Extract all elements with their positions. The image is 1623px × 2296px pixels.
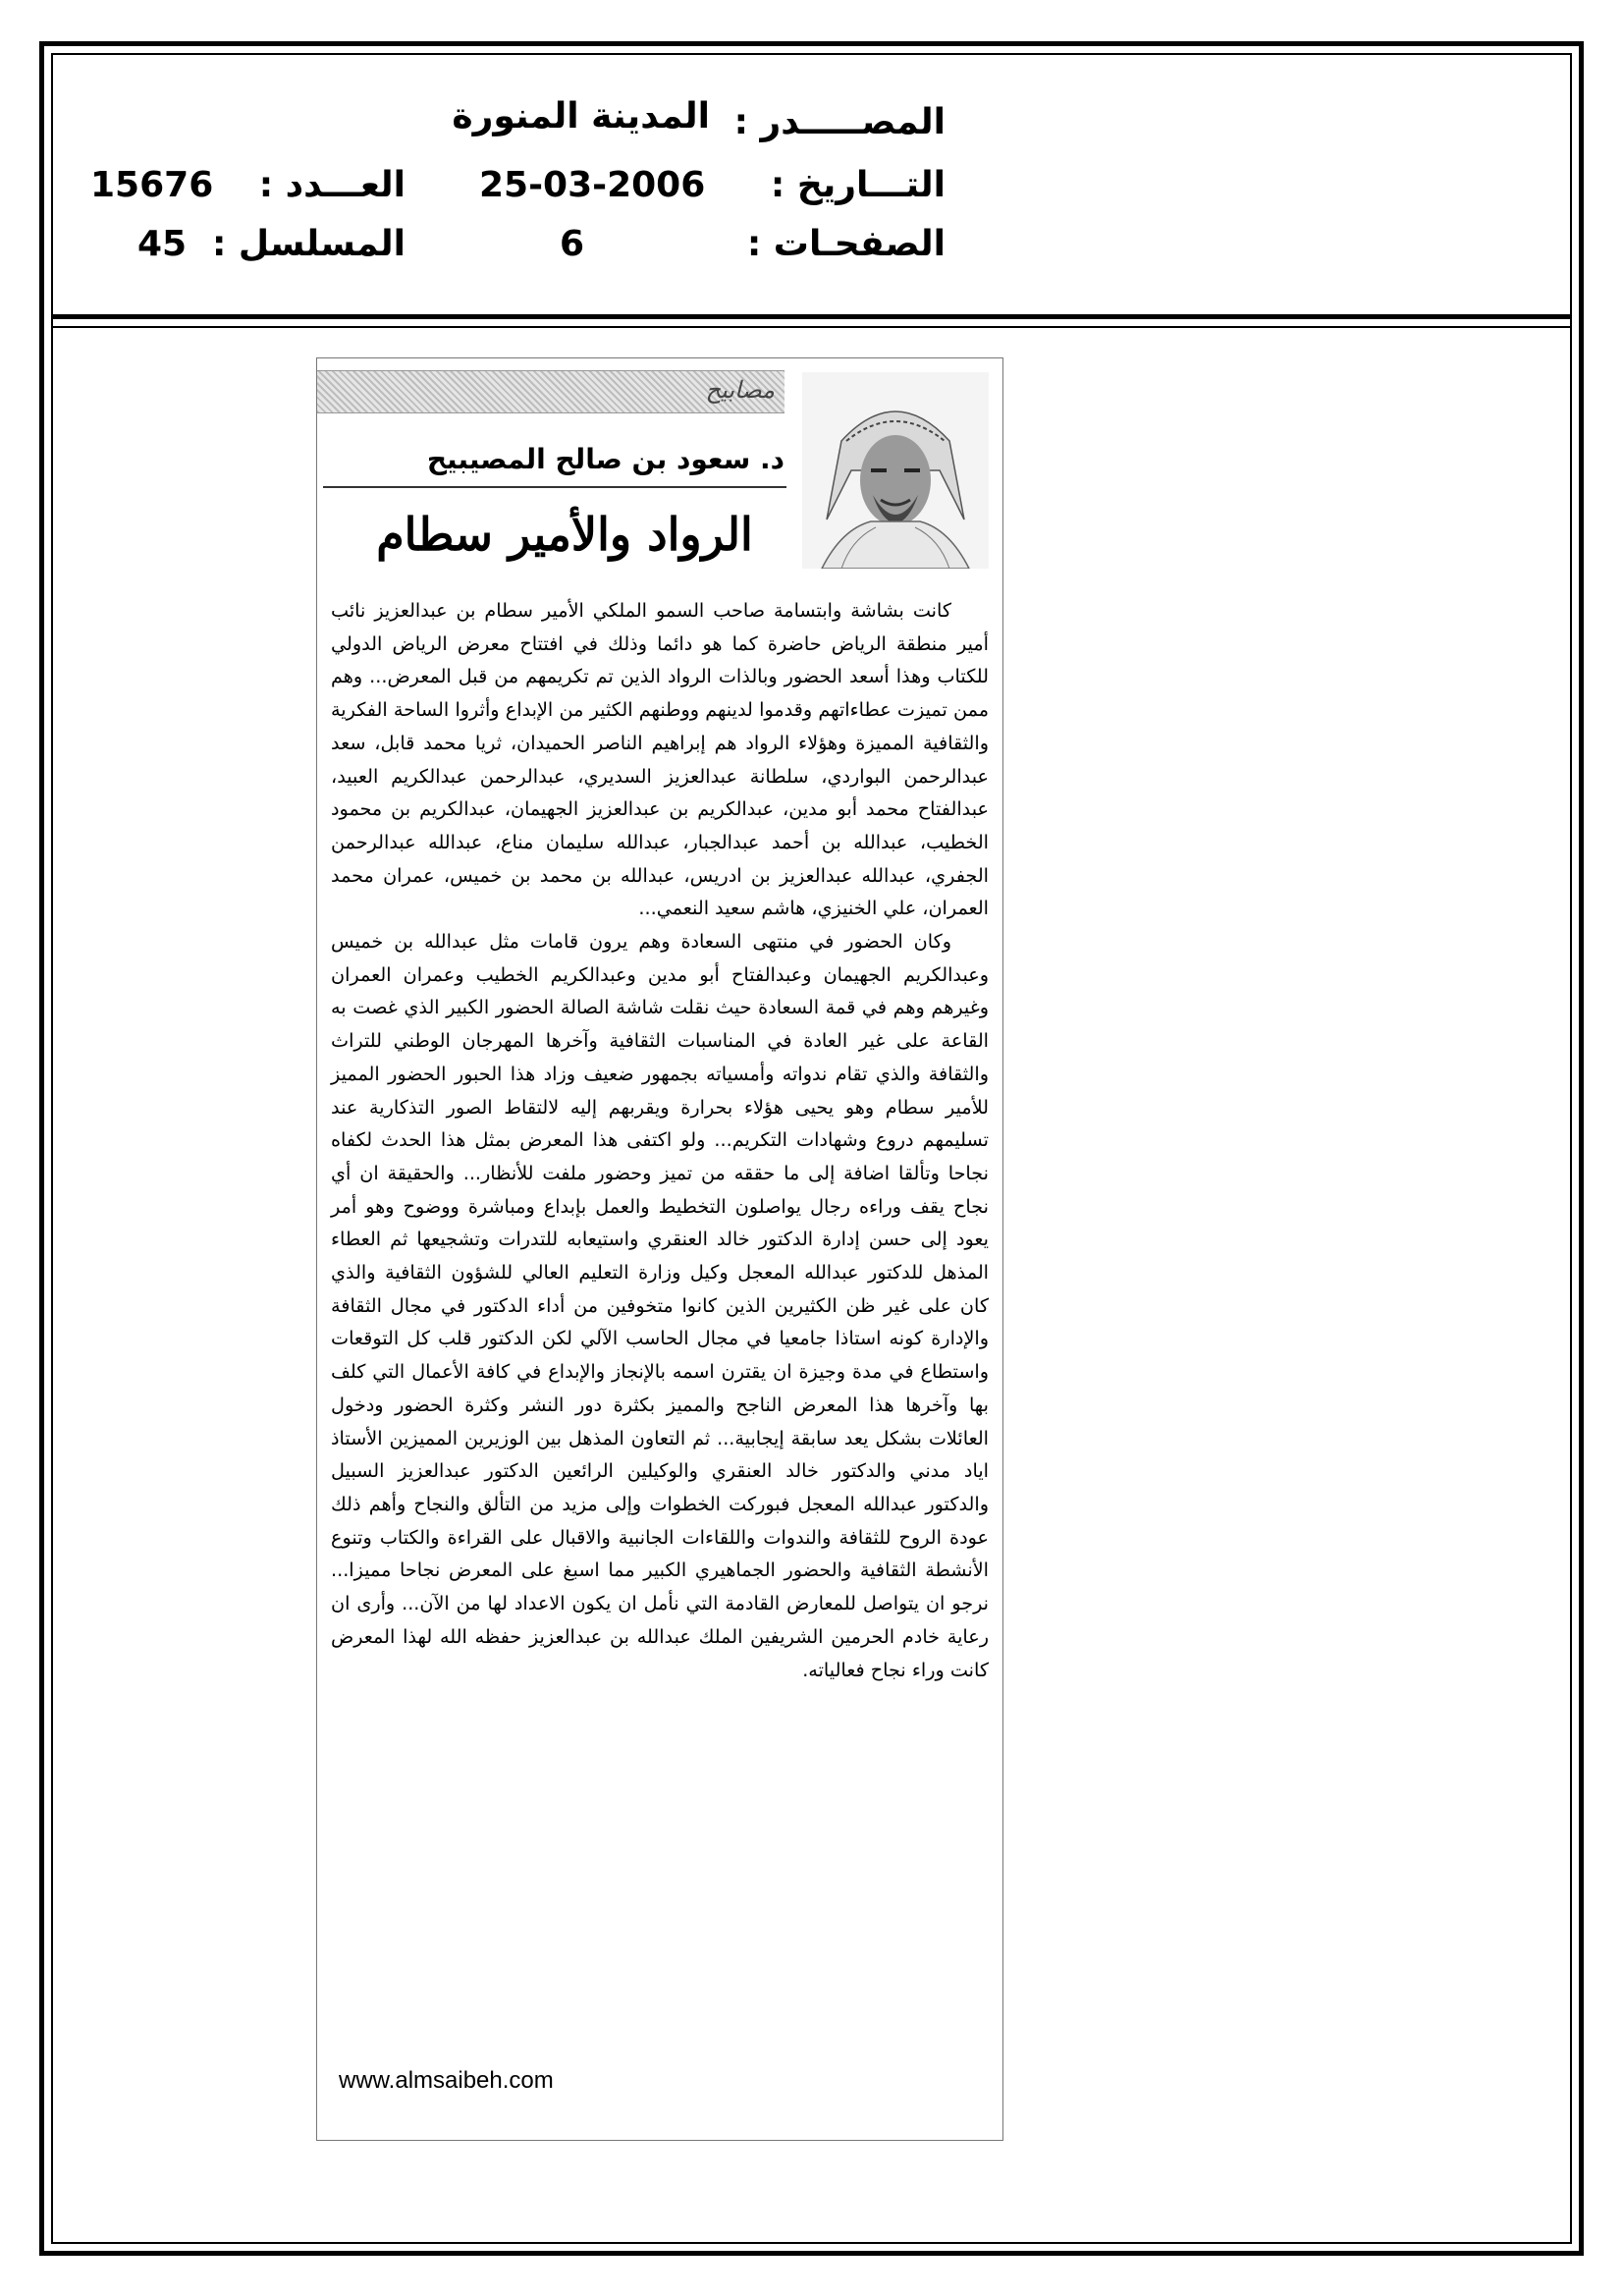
issue-label: العـــدد : <box>258 165 406 205</box>
author-byline: د. سعود بن صالح المصيبيح <box>426 443 784 475</box>
author-website: www.almsaibeh.com <box>339 2067 554 2094</box>
source-label: المصـــــدر : <box>733 102 946 142</box>
author-portrait-image <box>802 372 989 569</box>
issue-value: 15676 <box>90 165 214 205</box>
serial-value: 45 <box>137 224 188 264</box>
byline-rule <box>323 486 786 488</box>
article-body <box>331 594 989 1686</box>
article-paragraph: وكان الحضور في منتهى السعادة وهم يرون قامات مثل عبدالله بن خميس وعبدالكريم الجهيمان وعبدالفتاح أبو مدين وعبدالكريم الخطيب وعمران العمران وغيرهم وهم في قمة السعادة حيث نقلت شاشة الصالة الحضور الكبير الذي غصت به القاعة على غير العادة في المناسبات الثقافية وآخرها المهرجان الوطني للتراث والثقافة والذي تقام ندواته وأمسياته بجمهور ضعيف وزاد هذا الحبور الحضور المميز للأمير سطام وهو يحيى هؤلاء بحرارة ويقربهم إليه لالتقاط الصور التذكارية عند تسليمهم دروع وشهادات التكريم... ولو اكتفى هذا المعرض بمثل هذا الحدث لكفاه نجاحا وتألقا اضافة إلى ما حققه من تميز وحضور ملفت للأنظار... والحقيقة ان أي نجاح يقف وراءه رجال يواصلون التخطيط والعمل بإبداع ومباشرة ووضوح وهو أمر يعود إلى حسن إدارة الدكتور خالد العنقري واستيعابه للتدرات وتشجيعها ثم العطاء المذهل للدكتور عبدالله المعجل وكيل وزارة التعليم العالي للشؤون الثقافية والذي كان على غير ظن الكثيرين الذين كانوا متخوفين من أداء الدكتور في مجال الثقافة والإدارة كونه استاذا جامعيا في مجال الحاسب الآلي لكن الدكتور قلب كل التوقعات واستطاع في مدة وجيزة ان يقترن اسمه بالإنجاز والإبداع في كافة الأعمال التي كلف بها وآخرها هذا المعرض الناجح والمميز بكثرة دور النشر وكثرة الحضور ودخول العائلات بشكل يعد سابقة إيجابية... ثم التعاون المذهل بين الوزيرين المميزين الأستاذ اياد مدني والدكتور خالد العنقري والوكيلين الرائعين الدكتور عبدالعزيز السبيل والدكتور عبدالله المعجل فبوركت الخطوات وإلى مزيد من التألق والنجاح وأهم ذلك عودة الروح للثقافة والندوات واللقاءات الجانبية والاقبال على القراءة والكتاب وتنوع الأنشطة الثقافية والحضور الجماهيري الكبير مما اسبغ على المعرض نجاحا مميزا... نرجو ان يتواصل للمعارض القادمة التي نأمل ان يكون الاعداد لها من الآن... وأرى ان رعاية خادم الحرمين الشريفين الملك عبدالله بن عبدالعزيز حفظه الله لهذا المعرض كانت وراء نجاح فعالياته. <box>331 930 989 1681</box>
date-value: 25-03-2006 <box>479 165 706 205</box>
header-divider <box>51 314 1572 319</box>
date-label: التـــاريخ : <box>770 165 946 205</box>
column-name: مصابيح <box>705 376 775 404</box>
article-title: الرواد والأمير سطام <box>376 508 753 561</box>
author-photo <box>802 372 989 569</box>
serial-label: المسلسل : <box>211 224 406 264</box>
article-paragraph: كانت بشاشة وابتسامة صاحب السمو الملكي الأمير سطام بن عبدالعزيز نائب أمير منطقة الرياض حاضرة كما هو دائما وذلك في افتتاح معرض الرياض الدولي للكتاب وهذا أسعد الحضور وبالذات الرواد الذين تم تكريمهم من قبل المعرض... وهم ممن تميزت عطاءاتهم وقدموا لدينهم ووطنهم الكثير من الإبداع وأثروا الساحة الفكرية والثقافية المميزة وهؤلاء الرواد هم إبراهيم الناصر الحميدان، ثريا محمد قابل، سعد عبدالرحمن البواردي، سلطانة عبدالعزيز السديري، عبدالرحمن عبدالكريم العبيد، عبدالفتاح محمد أبو مدين، عبدالكريم بن عبدالعزيز الجهيمان، عبدالكريم بن محمود الخطيب، عبدالله بن أحمد عبدالجبار، عبدالله سليمان مناع، عبدالله عبدالرحمن الجفري، عبدالله عبدالعزيز بن ادريس، عبدالله بن محمد بن خميس، عمران محمد العمران، علي الخنيزي، هاشم سعيد النعمي... <box>331 599 989 920</box>
pages-label: الصفحـات : <box>746 224 946 264</box>
source-value: المدينة المنورة <box>452 96 710 137</box>
pages-value: 6 <box>560 224 585 264</box>
header-divider-thin <box>51 326 1572 328</box>
newspaper-clipping <box>316 357 1003 2141</box>
